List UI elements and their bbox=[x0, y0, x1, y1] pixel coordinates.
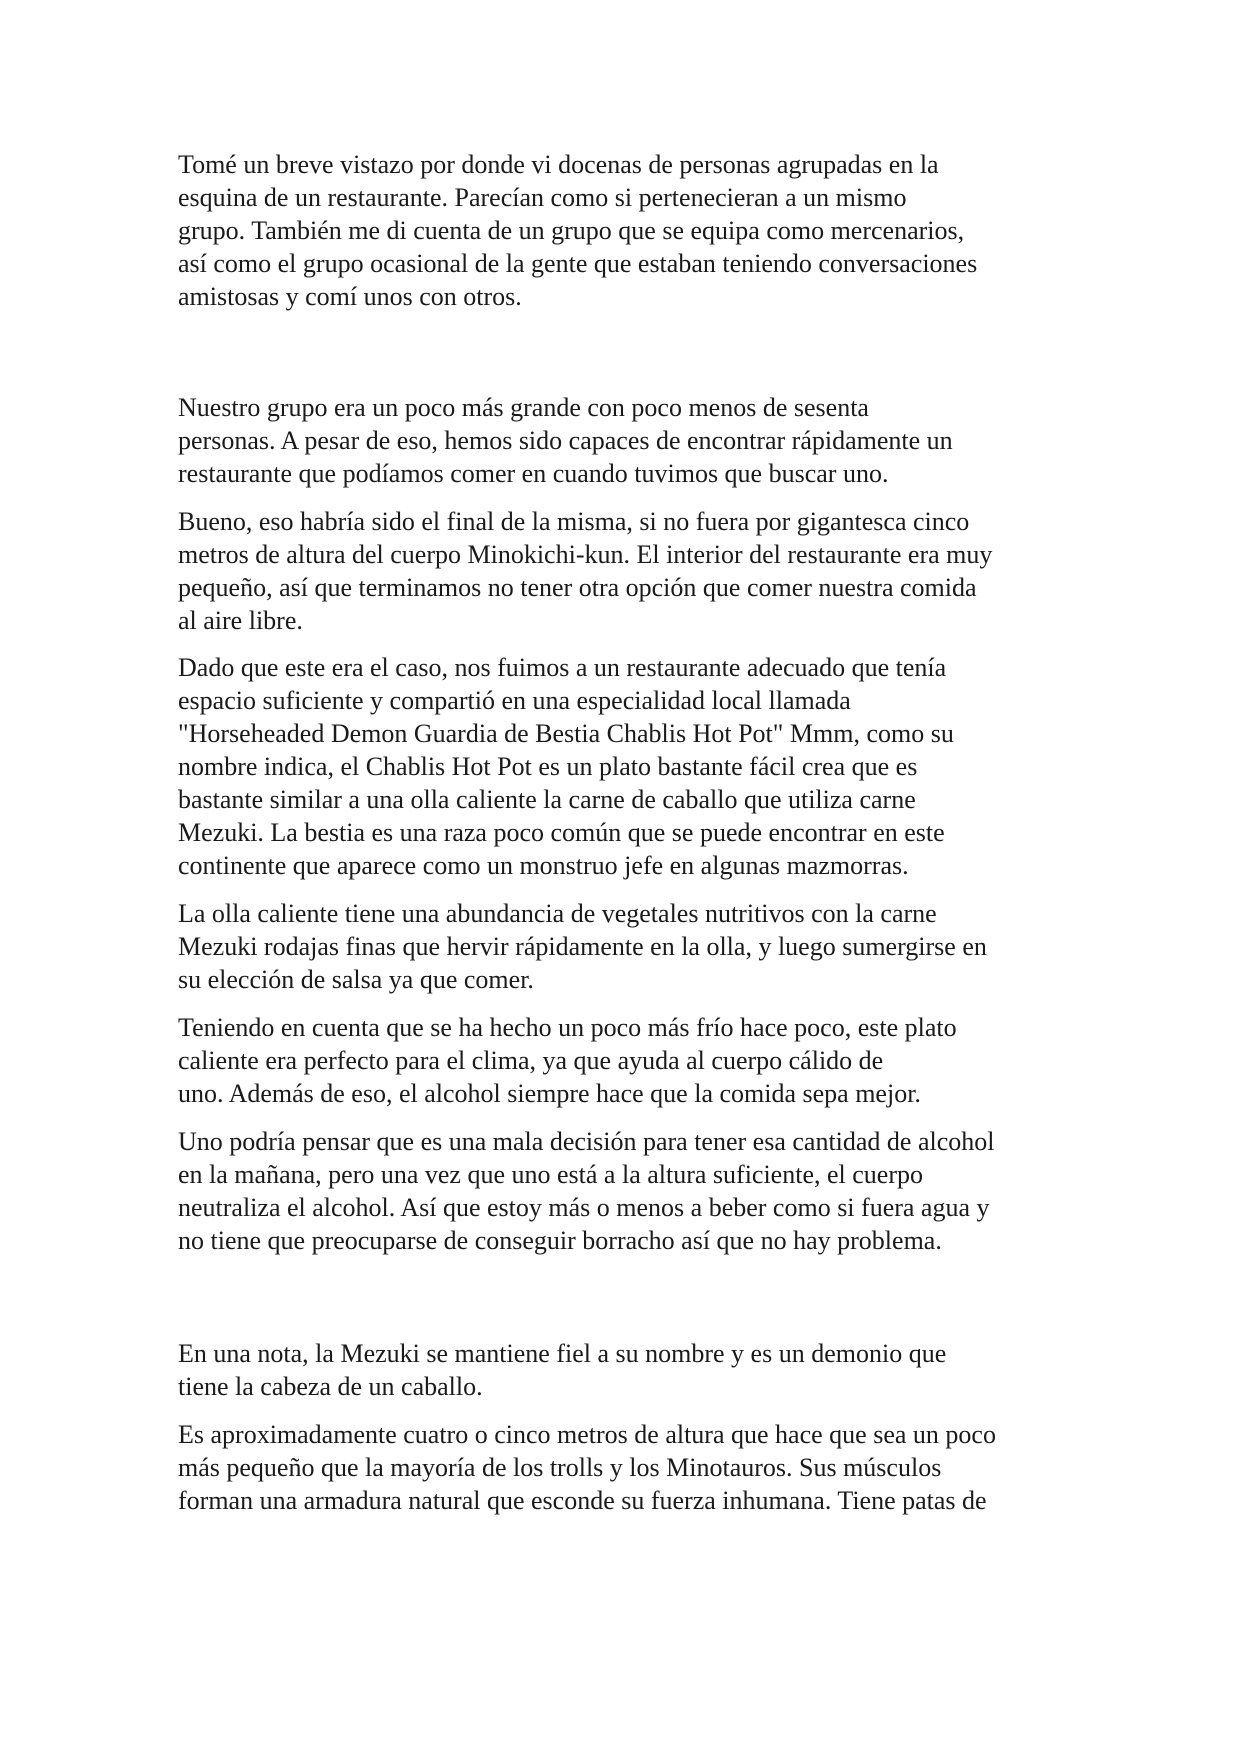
text-line: tiene la cabeza de un caballo. bbox=[178, 1372, 483, 1401]
text-line: Mezuki rodajas finas que hervir rápidamente en la olla, y luego sumergirse en bbox=[178, 932, 987, 961]
text-line: Uno podría pensar que es una mala decisión para tener esa cantidad de alcohol bbox=[178, 1127, 995, 1156]
paragraph-3 bbox=[178, 505, 1078, 637]
text-line: nombre indica, el Chablis Hot Pot es un plato bastante fácil crea que es bbox=[178, 752, 918, 781]
text-line: más pequeño que la mayoría de los trolls y los Minotauros. Sus músculos bbox=[178, 1453, 942, 1482]
text-line: caliente era perfecto para el clima, ya que ayuda al cuerpo cálido de bbox=[178, 1046, 884, 1075]
paragraph-8 bbox=[178, 1337, 1078, 1403]
text-line: "Horseheaded Demon Guardia de Bestia Chablis Hot Pot" Mmm, como su bbox=[178, 719, 954, 748]
text-line: al aire libre. bbox=[178, 606, 303, 635]
text-line: esquina de un restaurante. Parecían como si pertenecieran a un mismo bbox=[178, 183, 907, 212]
text-line: amistosas y comí unos con otros. bbox=[178, 282, 522, 311]
paragraph-6 bbox=[178, 1011, 1078, 1110]
text-line: Dado que este era el caso, nos fuimos a un restaurante adecuado que tenía bbox=[178, 653, 947, 682]
text-line: continente que aparece como un monstruo jefe en algunas mazmorras. bbox=[178, 851, 909, 880]
paragraph-5 bbox=[178, 897, 1078, 996]
text-line: así como el grupo ocasional de la gente que estaban teniendo conversaciones bbox=[178, 249, 978, 278]
text-line: forman una armadura natural que esconde su fuerza inhumana. Tiene patas de bbox=[178, 1486, 987, 1515]
paragraph-9 bbox=[178, 1418, 1078, 1517]
text-line: La olla caliente tiene una abundancia de vegetales nutritivos con la carne bbox=[178, 899, 937, 928]
text-line: Tomé un breve vistazo por donde vi docenas de personas agrupadas en la bbox=[178, 150, 939, 179]
text-line: pequeño, así que terminamos no tener otra opción que comer nuestra comida bbox=[178, 573, 977, 602]
text-line: personas. A pesar de eso, hemos sido capaces de encontrar rápidamente un bbox=[178, 426, 953, 455]
text-line: espacio suficiente y compartió en una especialidad local llamada bbox=[178, 686, 851, 715]
text-line: Teniendo en cuenta que se ha hecho un poco más frío hace poco, este plato bbox=[178, 1013, 957, 1042]
text-line: no tiene que preocuparse de conseguir borracho así que no hay problema. bbox=[178, 1226, 942, 1255]
text-line: Nuestro grupo era un poco más grande con poco menos de sesenta bbox=[178, 393, 869, 422]
text-line: restaurante que podíamos comer en cuando tuvimos que buscar uno. bbox=[178, 459, 889, 488]
paragraph-1 bbox=[178, 148, 1078, 313]
paragraph-4 bbox=[178, 651, 1078, 882]
text-line: su elección de salsa ya que comer. bbox=[178, 965, 534, 994]
text-line: En una nota, la Mezuki se mantiene fiel a su nombre y es un demonio que bbox=[178, 1339, 947, 1368]
paragraph-7 bbox=[178, 1125, 1078, 1257]
text-line: Mezuki. La bestia es una raza poco común que se puede encontrar en este bbox=[178, 818, 945, 847]
text-line: uno. Además de eso, el alcohol siempre hace que la comida sepa mejor. bbox=[178, 1079, 921, 1108]
body-text bbox=[178, 148, 1078, 1517]
text-line: en la mañana, pero una vez que uno está a la altura suficiente, el cuerpo bbox=[178, 1160, 923, 1189]
text-line: Es aproximadamente cuatro o cinco metros de altura que hace que sea un poco bbox=[178, 1420, 996, 1449]
text-line: bastante similar a una olla caliente la carne de caballo que utiliza carne bbox=[178, 785, 916, 814]
text-line: grupo. También me di cuenta de un grupo que se equipa como mercenarios, bbox=[178, 216, 965, 245]
text-line: neutraliza el alcohol. Así que estoy más o menos a beber como si fuera agua y bbox=[178, 1193, 990, 1222]
text-line: metros de altura del cuerpo Minokichi-kun. El interior del restaurante era muy bbox=[178, 540, 993, 569]
paragraph-2 bbox=[178, 391, 1078, 490]
text-line: Bueno, eso habría sido el final de la misma, si no fuera por gigantesca cinco bbox=[178, 507, 970, 536]
